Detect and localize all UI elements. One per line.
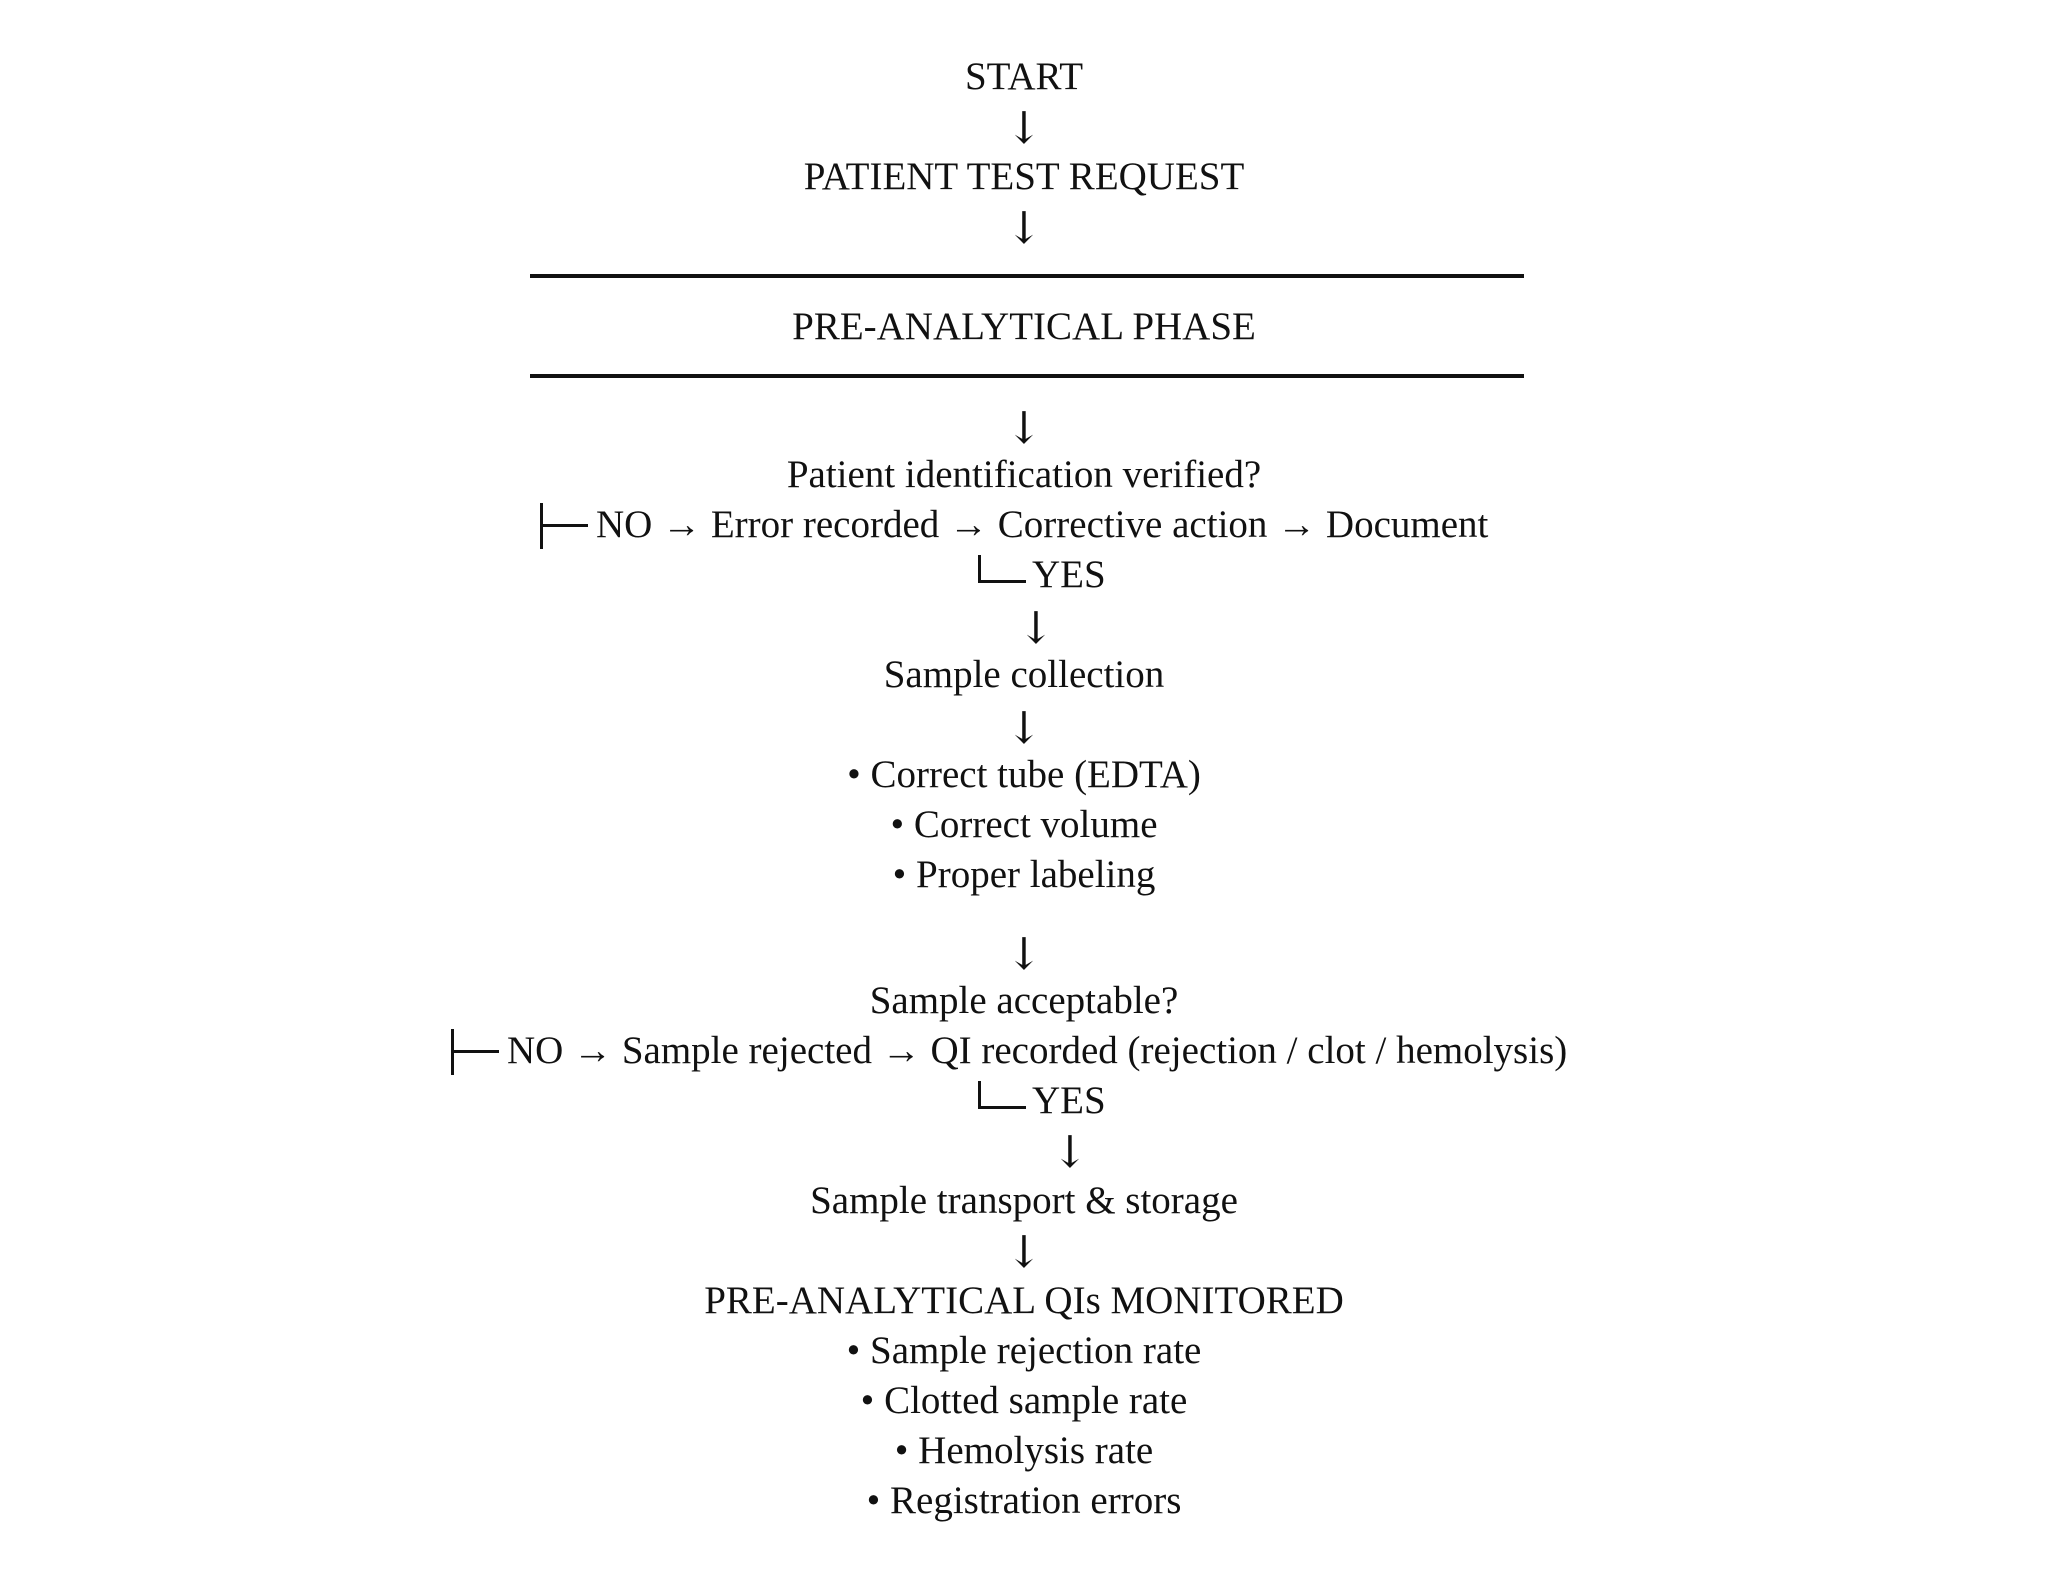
qi-item: • Sample rejection rate — [846, 1329, 1202, 1372]
decision1-no-text: NO → Error recorded → Corrective action → Document — [596, 503, 1489, 546]
arrow-down-icon: ↓ — [1005, 929, 1043, 980]
decision2-yes-text: YES — [1032, 1079, 1106, 1122]
decision1-yes-text: YES — [1032, 553, 1106, 596]
start-node: START — [964, 55, 1084, 98]
decision2-no-branch — [451, 1026, 1567, 1077]
collection-check-item: • Correct volume — [890, 803, 1158, 846]
arrow-down-icon: ↓ — [1051, 1127, 1089, 1178]
decision1-no-branch — [540, 500, 1488, 551]
arrow-down-icon: ↓ — [1005, 1227, 1043, 1278]
branch-tee-connector — [540, 503, 588, 549]
arrow-down-icon: ↓ — [1005, 103, 1043, 154]
collection-check-item: • Proper labeling — [892, 853, 1156, 896]
qi-monitored-title: PRE-ANALYTICAL QIs MONITORED — [704, 1279, 1344, 1322]
qi-item: • Clotted sample rate — [860, 1379, 1188, 1422]
sample-collection-node: Sample collection — [883, 653, 1165, 696]
decision-patient-identification: Patient identification verified? — [786, 453, 1262, 496]
qi-item: • Hemolysis rate — [894, 1429, 1154, 1472]
arrow-down-icon: ↓ — [1017, 603, 1055, 654]
phase-title: PRE-ANALYTICAL PHASE — [792, 305, 1256, 348]
branch-tee-connector — [451, 1029, 499, 1075]
arrow-down-icon: ↓ — [1005, 403, 1043, 454]
phase-top-rule — [530, 274, 1524, 278]
arrow-down-icon: ↓ — [1005, 203, 1043, 254]
decision1-yes-branch — [978, 550, 1106, 600]
qi-item: • Registration errors — [866, 1479, 1182, 1522]
branch-elbow-connector — [978, 555, 1026, 585]
arrow-down-icon: ↓ — [1005, 703, 1043, 754]
patient-test-request-node: PATIENT TEST REQUEST — [803, 155, 1245, 198]
decision2-no-text: NO → Sample rejected → QI recorded (rejection / clot / hemolysis) — [507, 1029, 1568, 1072]
branch-elbow-connector — [978, 1081, 1026, 1111]
decision-sample-acceptable: Sample acceptable? — [869, 979, 1179, 1022]
decision2-yes-branch — [978, 1076, 1106, 1126]
collection-check-item: • Correct tube (EDTA) — [847, 753, 1201, 796]
phase-bottom-rule — [530, 374, 1524, 378]
sample-transport-node: Sample transport & storage — [810, 1179, 1238, 1222]
